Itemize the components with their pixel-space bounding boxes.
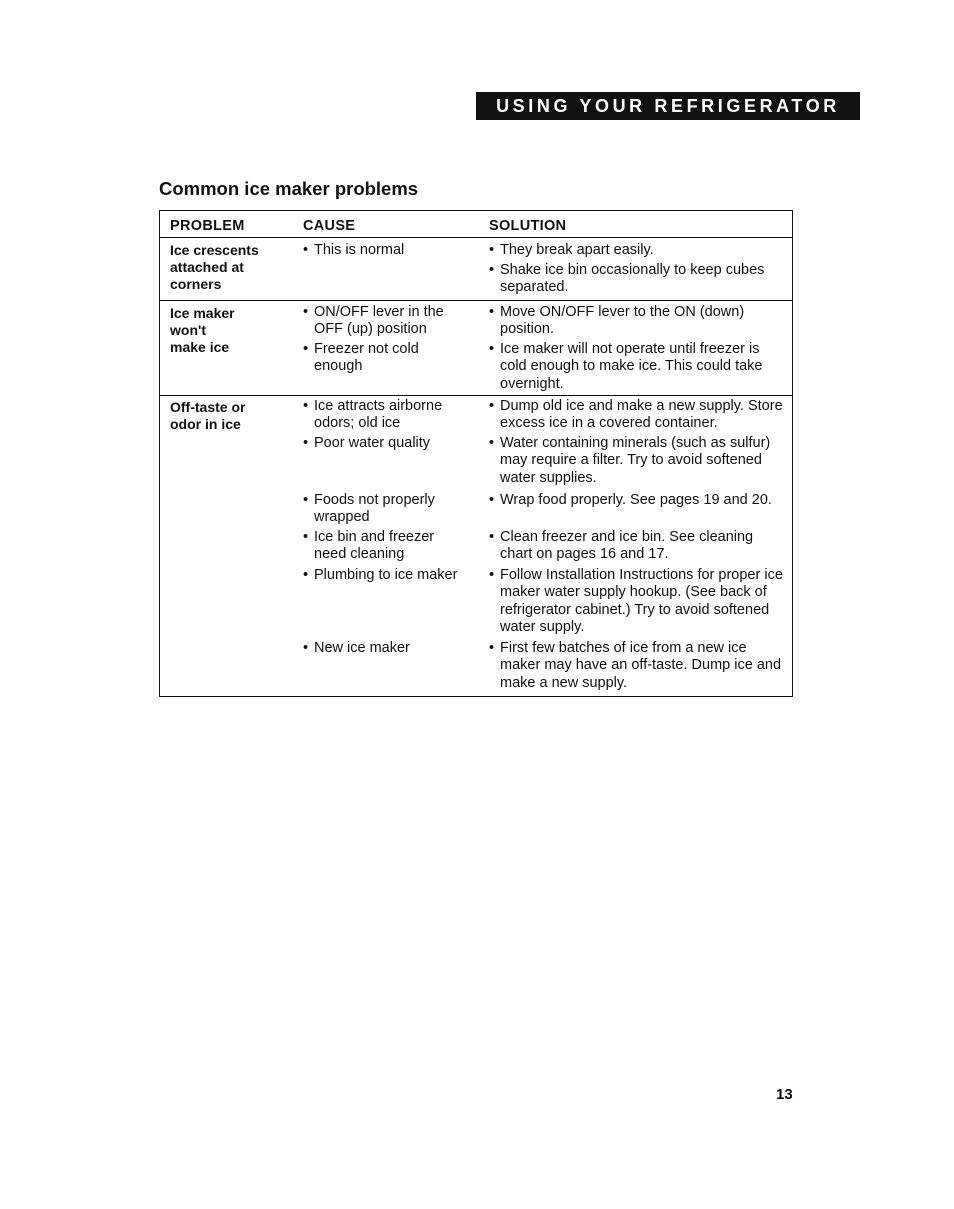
column-header-solution: SOLUTION [489, 218, 567, 234]
cause-item: • This is normal [303, 242, 405, 258]
solution-item: • Clean freezer and ice bin. See cleaning chart on pages 16 and 17. [489, 529, 754, 563]
bullet-icon: • [489, 529, 495, 545]
bullet-icon: • [303, 242, 309, 258]
bullet-icon: • [303, 341, 309, 357]
bullet-icon: • [303, 529, 309, 545]
header-divider [160, 237, 792, 238]
solution-item: • They break apart easily. [489, 242, 654, 258]
cause-item: • Foods not properly wrapped [303, 492, 435, 526]
section-banner: USING YOUR REFRIGERATOR [476, 92, 860, 120]
bullet-icon: • [489, 341, 495, 357]
solution-item: • Water containing minerals (such as sulfur) may require a filter. Try to avoid softened water supplies. [489, 435, 771, 486]
bullet-icon: • [489, 262, 495, 278]
page-number: 13 [776, 1086, 793, 1103]
cause-item: • ON/OFF lever in the OFF (up) position [303, 304, 444, 338]
bullet-icon: • [303, 492, 309, 508]
bullet-icon: • [303, 640, 309, 656]
bullet-icon: • [303, 398, 309, 414]
row-divider [160, 300, 792, 301]
bullet-icon: • [303, 567, 309, 583]
problem-label [170, 399, 245, 433]
column-header-problem: PROBLEM [170, 218, 245, 234]
column-header-cause: CAUSE [303, 218, 356, 234]
ice-maker-problems-table [159, 210, 793, 697]
problem-line: Ice maker [170, 305, 235, 321]
bullet-icon: • [303, 435, 309, 451]
problem-line: odor in ice [170, 416, 241, 432]
solution-item: • Dump old ice and make a new supply. Store excess ice in a covered container. [489, 398, 783, 432]
bullet-icon: • [489, 567, 495, 583]
bullet-icon: • [303, 304, 309, 320]
problem-line: Ice crescents [170, 242, 259, 258]
problem-line: attached at [170, 259, 244, 275]
row-divider [160, 395, 792, 396]
solution-item: • Ice maker will not operate until freezer is cold enough to make ice. This could take overnight. [489, 341, 763, 392]
bullet-icon: • [489, 398, 495, 414]
problem-label [170, 242, 259, 293]
solution-item: • Move ON/OFF lever to the ON (down) position. [489, 304, 745, 338]
cause-item: • Plumbing to ice maker [303, 567, 458, 583]
section-title: Common ice maker problems [159, 178, 419, 199]
problem-label [170, 305, 235, 356]
bullet-icon: • [489, 640, 495, 656]
solution-item: • First few batches of ice from a new ice maker may have an off-taste. Dump ice and make a new supply. [489, 640, 782, 691]
bullet-icon: • [489, 304, 495, 320]
problem-line: corners [170, 276, 222, 292]
problem-line: Off-taste or [170, 399, 246, 415]
cause-item: • New ice maker [303, 640, 410, 656]
problem-line: make ice [170, 339, 230, 355]
solution-item: • Follow Installation Instructions for proper ice maker water supply hookup. (See back of refrigerator cabinet.) Try to avoid softened water supply. [489, 567, 783, 635]
bullet-icon: • [489, 492, 495, 508]
cause-item: • Freezer not cold enough [303, 341, 419, 375]
solution-item: • Wrap food properly. See pages 19 and 20. [489, 492, 772, 508]
cause-item: • Ice bin and freezer need cleaning [303, 529, 435, 563]
bullet-icon: • [489, 435, 495, 451]
cause-item: • Poor water quality [303, 435, 431, 451]
bullet-icon: • [489, 242, 495, 258]
problem-line: won't [170, 322, 206, 338]
cause-item: • Ice attracts airborne odors; old ice [303, 398, 443, 432]
solution-item: • Shake ice bin occasionally to keep cubes separated. [489, 262, 765, 296]
